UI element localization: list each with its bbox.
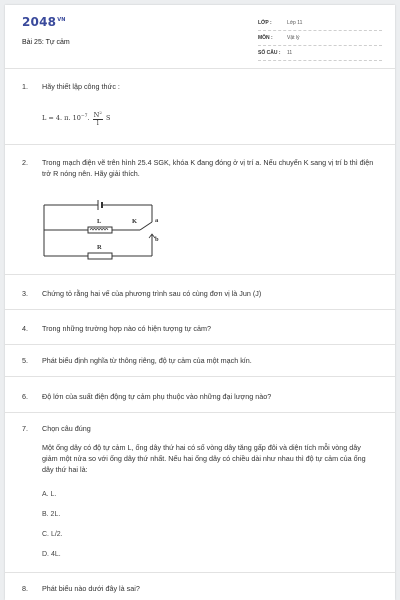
question-text: Phát biểu định nghĩa từ thông riêng, độ tự cảm của một mạch kín.: [42, 356, 252, 365]
question-number: 8.: [22, 584, 28, 593]
meta-subject: [258, 32, 382, 46]
divider: [5, 344, 395, 345]
divider: [5, 309, 395, 310]
meta-count-label: SỐ CÂU :: [258, 50, 281, 56]
label-r: R: [97, 244, 102, 251]
meta-count: [258, 47, 382, 61]
meta-class-value: Lớp 11: [287, 20, 303, 26]
formula-denominator: l: [96, 119, 99, 128]
divider: [5, 376, 395, 377]
label-b: b: [155, 236, 159, 243]
meta-class-label: LỚP :: [258, 20, 272, 26]
meta-class: [258, 17, 382, 31]
question-text: Hãy thiết lập công thức :: [42, 82, 120, 91]
formula-numerator-exp: 2: [99, 110, 102, 115]
resistor-r: [88, 253, 112, 259]
question-text: Chứng tỏ rằng hai vế của phương trình sau có cùng đơn vị là Jun (J): [42, 289, 262, 298]
formula-fraction: [93, 109, 103, 127]
question-text: Phát biểu nào dưới đây là sai?: [42, 584, 140, 593]
question-number: 3.: [22, 289, 28, 298]
label-k: K: [132, 218, 138, 225]
question-number: 6.: [22, 392, 28, 401]
question-text: Chọn câu đúng: [42, 424, 91, 433]
option-a[interactable]: A. L.: [42, 491, 57, 498]
question-body: Một ống dây có độ tự cảm L, ống dây thứ hai có số vòng dây tăng gấp đôi và diện tích mỗi vòng dây giảm một nửa so với ống dây thứ nhất. Nếu hai ống dây có chiều dài như nhau thì độ tự cảm của ống dây thứ hai là:: [42, 443, 366, 474]
switch-k: [140, 222, 152, 230]
option-c[interactable]: C. L/2.: [42, 531, 63, 538]
meta-subject-value: Vật lý: [287, 35, 300, 41]
divider: [5, 572, 395, 573]
option-d[interactable]: D. 4L.: [42, 551, 61, 558]
formula-tail: S: [105, 114, 111, 123]
meta-subject-label: MÔN :: [258, 35, 273, 41]
header-divider: [5, 68, 395, 69]
label-a: a: [155, 217, 159, 224]
question-number: 1.: [22, 82, 28, 91]
question-text: Trong những trường hợp nào có hiện tượng tự cảm?: [42, 324, 211, 333]
worksheet: [5, 5, 395, 600]
divider: [5, 274, 395, 275]
divider: [5, 412, 395, 413]
question-number: 2.: [22, 158, 28, 167]
divider: [5, 144, 395, 145]
meta-count-value: 11: [287, 50, 293, 56]
inductor-coil: [88, 227, 112, 233]
formula-exponent: −7: [80, 113, 88, 119]
site-logo[interactable]: $2048^{VN}$: [22, 15, 66, 29]
question-text: Độ lớn của suất điện động tự cảm phụ thuộc vào những đại lượng nào?: [42, 392, 272, 401]
question-number: 7.: [22, 424, 28, 433]
logo-suffix: VN: [57, 17, 66, 23]
question-number: 5.: [22, 356, 28, 365]
formula-numerator: N: [93, 111, 100, 120]
question-text: Trong mạch điện vẽ trên hình 25.4 SGK, khóa K đang đóng ở vị trí a. Nếu chuyển K sang vị trí b thì điện trở R nóng nên. Hãy giải thích.: [42, 158, 374, 178]
lesson-title: Bài 25: Tự cảm: [22, 39, 70, 46]
question-number: 4.: [22, 324, 28, 333]
formula-lhs: L = 4. π. 10: [42, 114, 81, 123]
label-l: L: [97, 218, 102, 225]
option-b[interactable]: B. 2L.: [42, 511, 61, 518]
inductance-formula: L = 4. π. $10^{-7}$. $\frac{N^2}{l}$ S: [42, 110, 111, 128]
circuit-diagram: [42, 192, 162, 264]
